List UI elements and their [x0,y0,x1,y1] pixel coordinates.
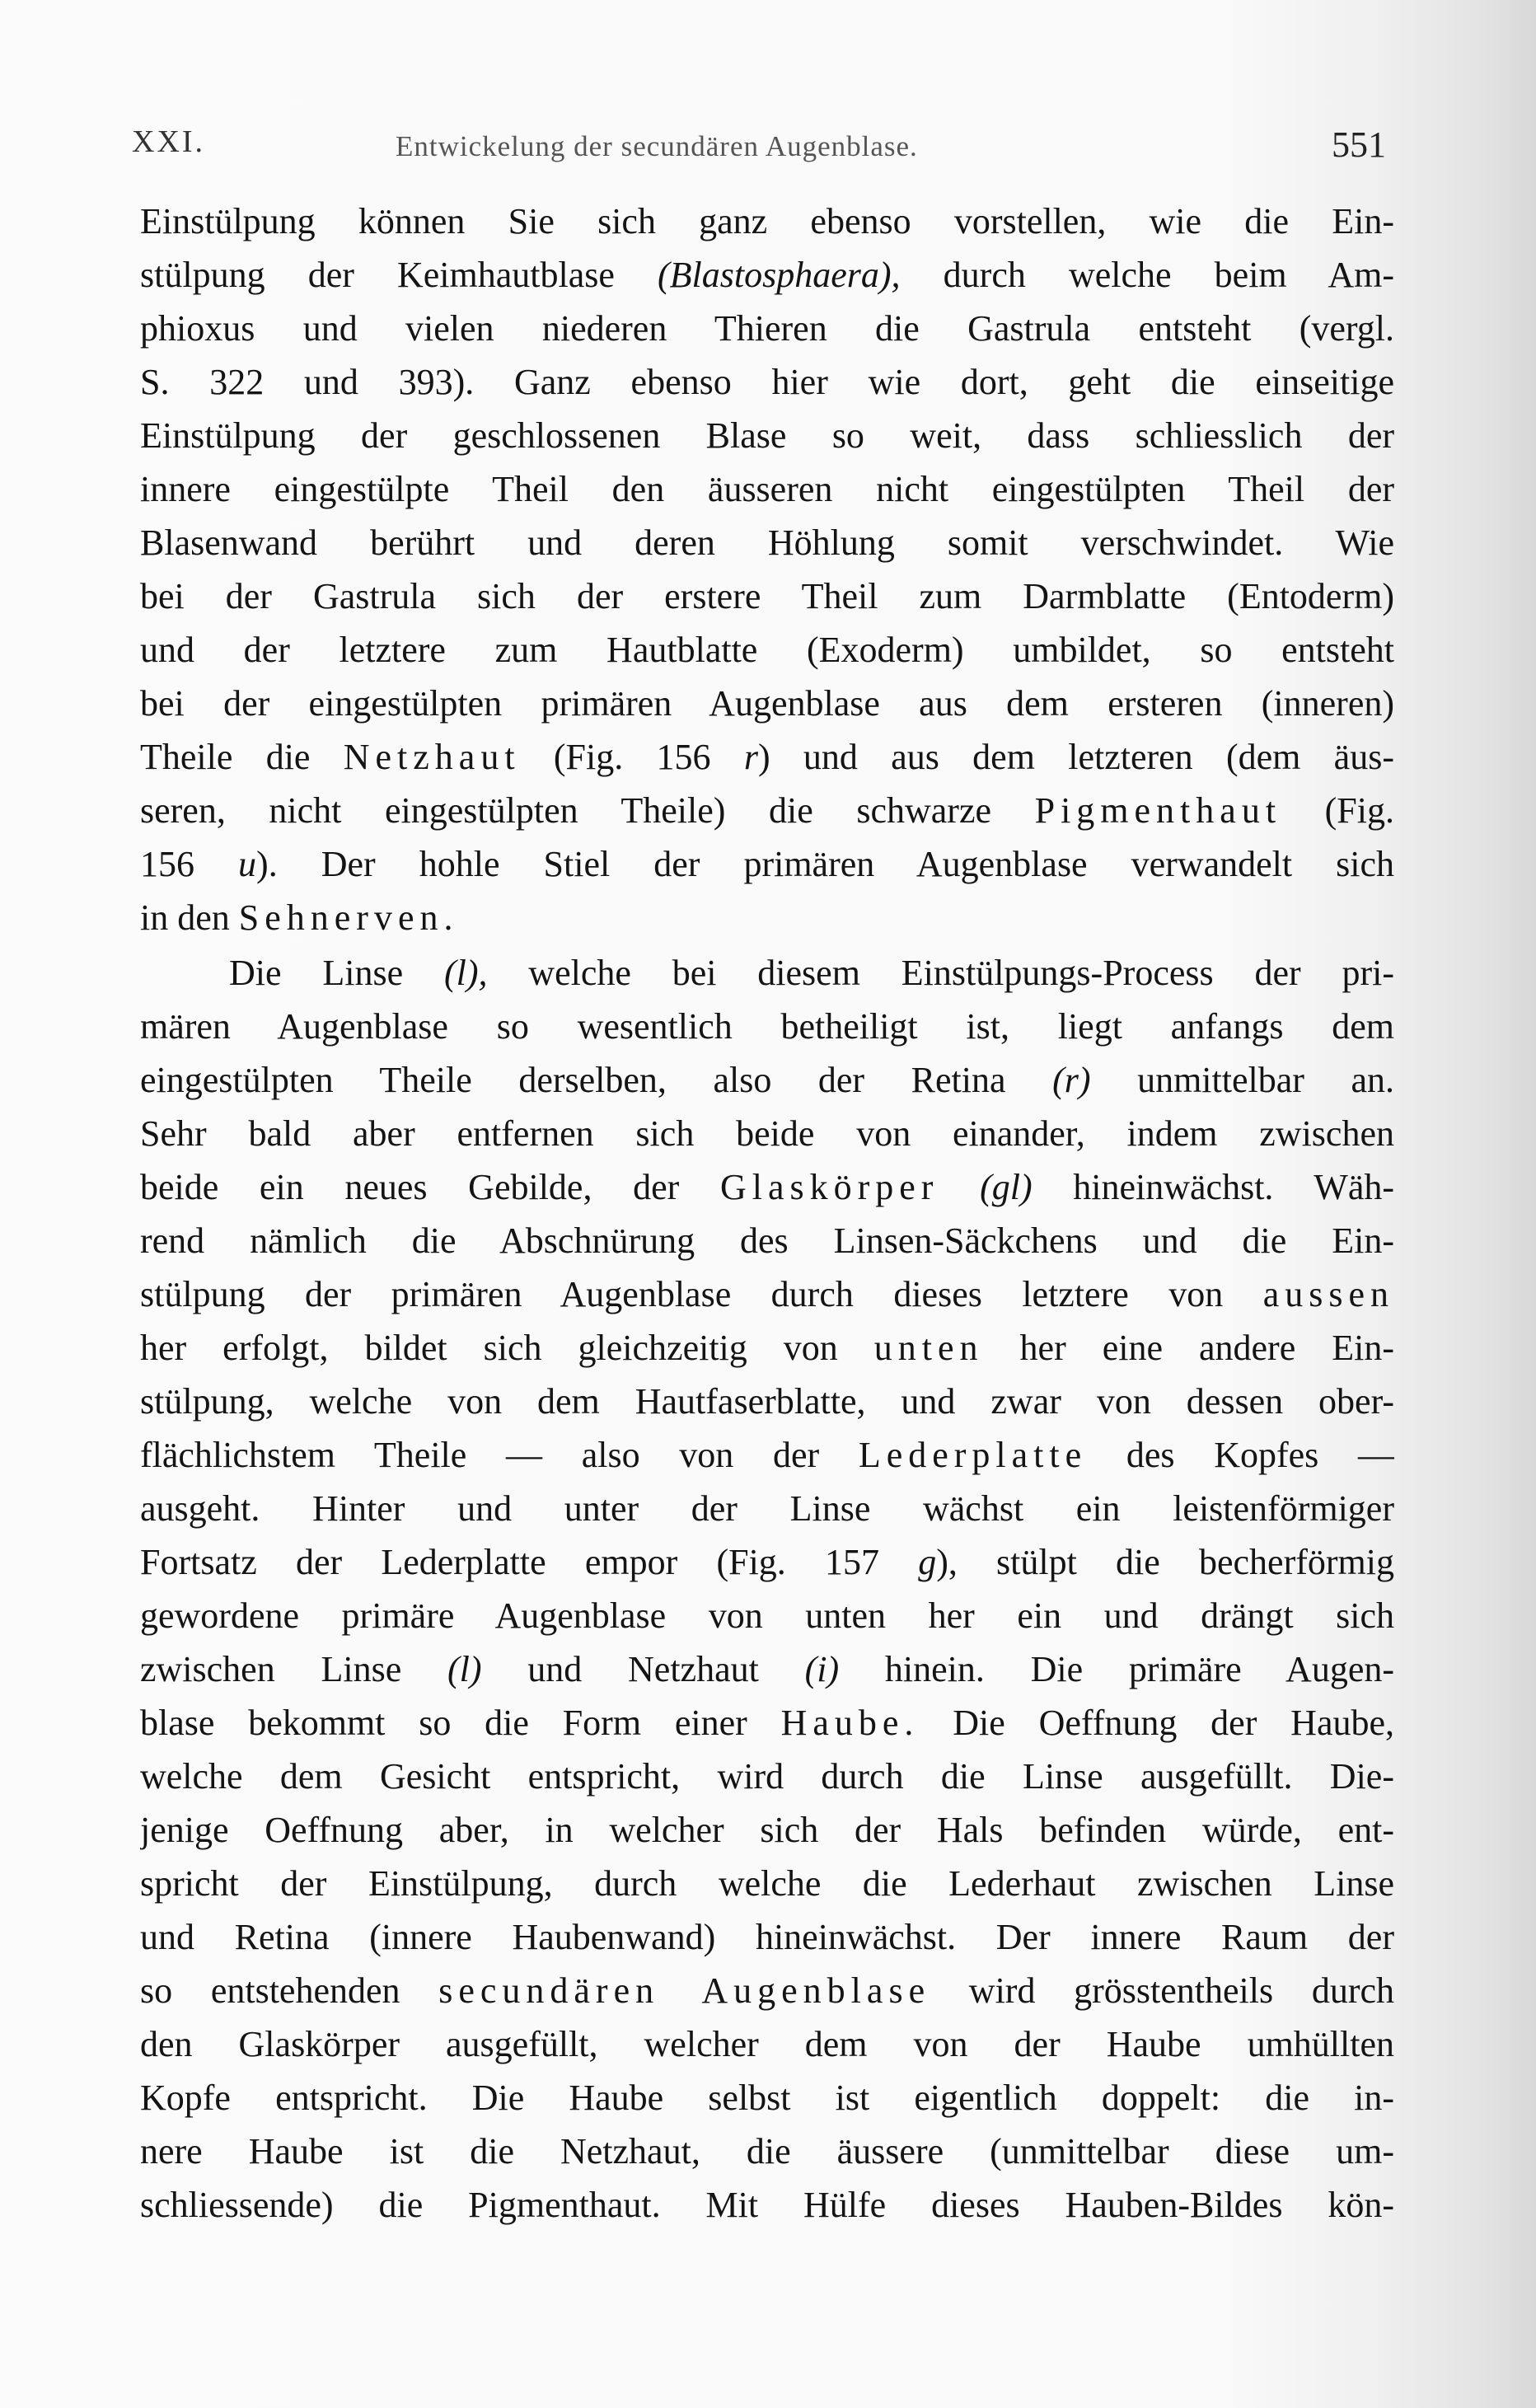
text-line [140,409,1394,462]
text-line [140,2125,1394,2178]
text-segment: Blasenwand berührt und deren Höhlung somit verschwindet. Wie [140,522,1394,563]
text-segment: nere Haube ist die Netzhaut, die äussere (unmittelbar diese um- [140,2131,1394,2171]
running-title: Entwickelung der secundären Augenblase. [396,130,918,162]
text-segment: (Fig. [1281,790,1394,831]
text-line [140,569,1394,623]
spaced-emphasis-text: Sehnerven. [238,897,459,938]
text-line [140,2178,1394,2232]
text-line [140,1964,1394,2017]
text-line [140,302,1394,355]
text-segment: zwischen Linse [140,1649,447,1689]
italic-text: (gl) [980,1167,1033,1207]
text-segment: ) und aus dem letzteren (dem äus- [757,737,1394,777]
text-line [140,1589,1394,1642]
text-line [140,248,1394,302]
text-line [140,1750,1394,1803]
text-line [140,1160,1394,1214]
text-line [140,1803,1394,1857]
text-line [140,1910,1394,1964]
text-segment: stülpung, welche von dem Hautfaserblatte, und zwar von dessen ober- [140,1381,1394,1422]
text-segment: her eine andere Ein- [983,1328,1394,1368]
text-line [140,355,1394,409]
text-segment: her erfolgt, bildet sich gleichzeitig von [140,1328,874,1368]
text-segment: spricht der Einstülpung, durch welche die Lederhaut zwischen Linse [140,1863,1394,1904]
text-segment: wird grösstentheils durch [930,1970,1394,2011]
text-segment: (Fig. 156 [520,737,744,777]
text-segment: unmittelbar an. [1090,1060,1394,1100]
spaced-emphasis-text: Glaskörper [719,1167,939,1207]
chapter-number: XXI. [132,124,206,159]
body-text [140,194,1394,2232]
text-segment: bei der Gastrula sich der erstere Theil zum Darmblatte (Entoderm) [140,576,1394,616]
text-segment: gewordene primäre Augenblase von unten her ein und drängt sich [140,1595,1394,1636]
text-segment: Die Oeffnung der Haube, [919,1703,1394,1743]
text-segment: eingestülpten Theile derselben, also der Retina [140,1060,1053,1100]
text-line [140,1107,1394,1160]
text-line [140,1857,1394,1910]
text-segment: welche dem Gesicht entspricht, wird durch die Linse ausgefüllt. Die- [140,1756,1394,1797]
italic-text: (Blastosphaera), [658,255,901,295]
text-line [140,462,1394,516]
text-line [140,784,1394,837]
text-segment: stülpung der primären Augenblase durch dieses letztere von [140,1274,1263,1314]
spaced-emphasis-text: Netzhaut [343,737,521,777]
text-segment: Die Linse [229,953,444,993]
text-segment: ), stülpt die becherförmig [936,1542,1394,1582]
text-segment: phioxus und vielen niederen Thieren die Gastrula entsteht (vergl. [140,308,1394,349]
text-line [140,1482,1394,1535]
text-segment: mären Augenblase so wesentlich betheiligt ist, liegt anfangs dem [140,1006,1394,1047]
text-segment: in den [140,897,239,938]
text-line [140,1053,1394,1107]
spaced-emphasis-text: Haube. [780,1703,920,1743]
text-segment: stülpung der Keimhautblase [140,255,658,295]
text-segment: des Kopfes — [1087,1435,1394,1475]
text-segment: so entstehenden [140,1970,439,2011]
text-segment: welche bei diesem Einstülpungs-Process der pri- [487,953,1394,993]
italic-text: (r) [1052,1060,1091,1100]
text-segment: Fortsatz der Lederplatte empor (Fig. 157 [140,1542,919,1582]
text-segment: Einstülpung der geschlossenen Blase so weit, dass schliesslich der [140,415,1394,456]
spaced-emphasis-text: unten [873,1328,984,1368]
text-segment: Theile die [140,737,344,777]
text-line [140,1696,1394,1750]
text-segment: flächlichstem Theile — also von der [140,1435,859,1475]
text-segment: den Glaskörper ausgefüllt, welcher dem von der Haube umhüllten [140,2024,1394,2064]
text-line [140,1000,1394,1053]
text-line [140,516,1394,569]
text-segment: Einstülpung können Sie sich ganz ebenso vorstellen, wie die Ein- [140,201,1394,241]
text-segment: und Retina (innere Haubenwand) hineinwächst. Der innere Raum der [140,1917,1394,1957]
spaced-emphasis-text: aussen [1262,1274,1394,1314]
text-line [140,891,1394,944]
text-line [140,1642,1394,1696]
italic-text: (i) [804,1649,840,1689]
text-segment: hineinwächst. Wäh- [1032,1167,1394,1207]
text-segment: und Netzhaut [481,1649,805,1689]
text-segment: bei der eingestülpten primären Augenblase aus dem ersteren (inneren) [140,683,1394,724]
italic-text: u [238,844,257,884]
text-segment: 156 [140,844,239,884]
text-segment: Kopfe entspricht. Die Haube selbst ist eigentlich doppelt: die in- [140,2078,1394,2118]
text-segment: und der letztere zum Hautblatte (Exoderm) umbildet, so entsteht [140,630,1394,670]
text-segment: hinein. Die primäre Augen- [839,1649,1394,1689]
spaced-emphasis-text: secundären Augenblase [438,1970,931,2011]
text-line [140,1267,1394,1321]
text-segment: ). Der hohle Stiel der primären Augenblase verwandelt sich [256,844,1394,884]
text-line [140,1321,1394,1375]
italic-text: g [918,1542,937,1582]
page-number: 551 [1332,124,1386,165]
text-segment: innere eingestülpte Theil den äusseren nicht eingestülpten Theil der [140,469,1394,509]
text-segment: Sehr bald aber entfernen sich beide von einander, indem zwischen [140,1113,1394,1154]
text-segment: S. 322 und 393). Ganz ebenso hier wie dort, geht die einseitige [140,362,1394,402]
text-segment: beide ein neues Gebilde, der [140,1167,720,1207]
text-segment [939,1167,980,1207]
text-line [140,677,1394,730]
italic-text: (l), [443,953,488,993]
text-line [140,946,1394,1000]
text-line [140,2017,1394,2071]
text-line [140,1535,1394,1589]
text-segment: durch welche beim Am- [900,255,1394,295]
italic-text: r [743,737,758,777]
text-segment: blase bekommt so die Form einer [140,1703,781,1743]
text-line [140,837,1394,891]
text-segment: jenige Oeffnung aber, in welcher sich der Hals befinden würde, ent- [140,1810,1394,1850]
text-segment: schliessende) die Pigmenthaut. Mit Hülfe dieses Hauben-Bildes kön- [140,2185,1394,2225]
text-line [140,1214,1394,1267]
text-line [140,730,1394,784]
text-segment: seren, nicht eingestülpten Theile) die schwarze [140,790,1035,831]
text-line [140,2071,1394,2125]
text-line [140,1428,1394,1482]
text-line [140,1375,1394,1428]
text-segment: ausgeht. Hinter und unter der Linse wächst ein leistenförmiger [140,1488,1394,1529]
italic-text: (l) [447,1649,482,1689]
spaced-emphasis-text: Lederplatte [858,1435,1088,1475]
text-line [140,623,1394,677]
text-line [140,194,1394,248]
text-segment: rend nämlich die Abschnürung des Linsen-Säckchens und die Ein- [140,1220,1394,1261]
spaced-emphasis-text: Pigmenthaut [1034,790,1282,831]
running-header [132,124,1393,173]
